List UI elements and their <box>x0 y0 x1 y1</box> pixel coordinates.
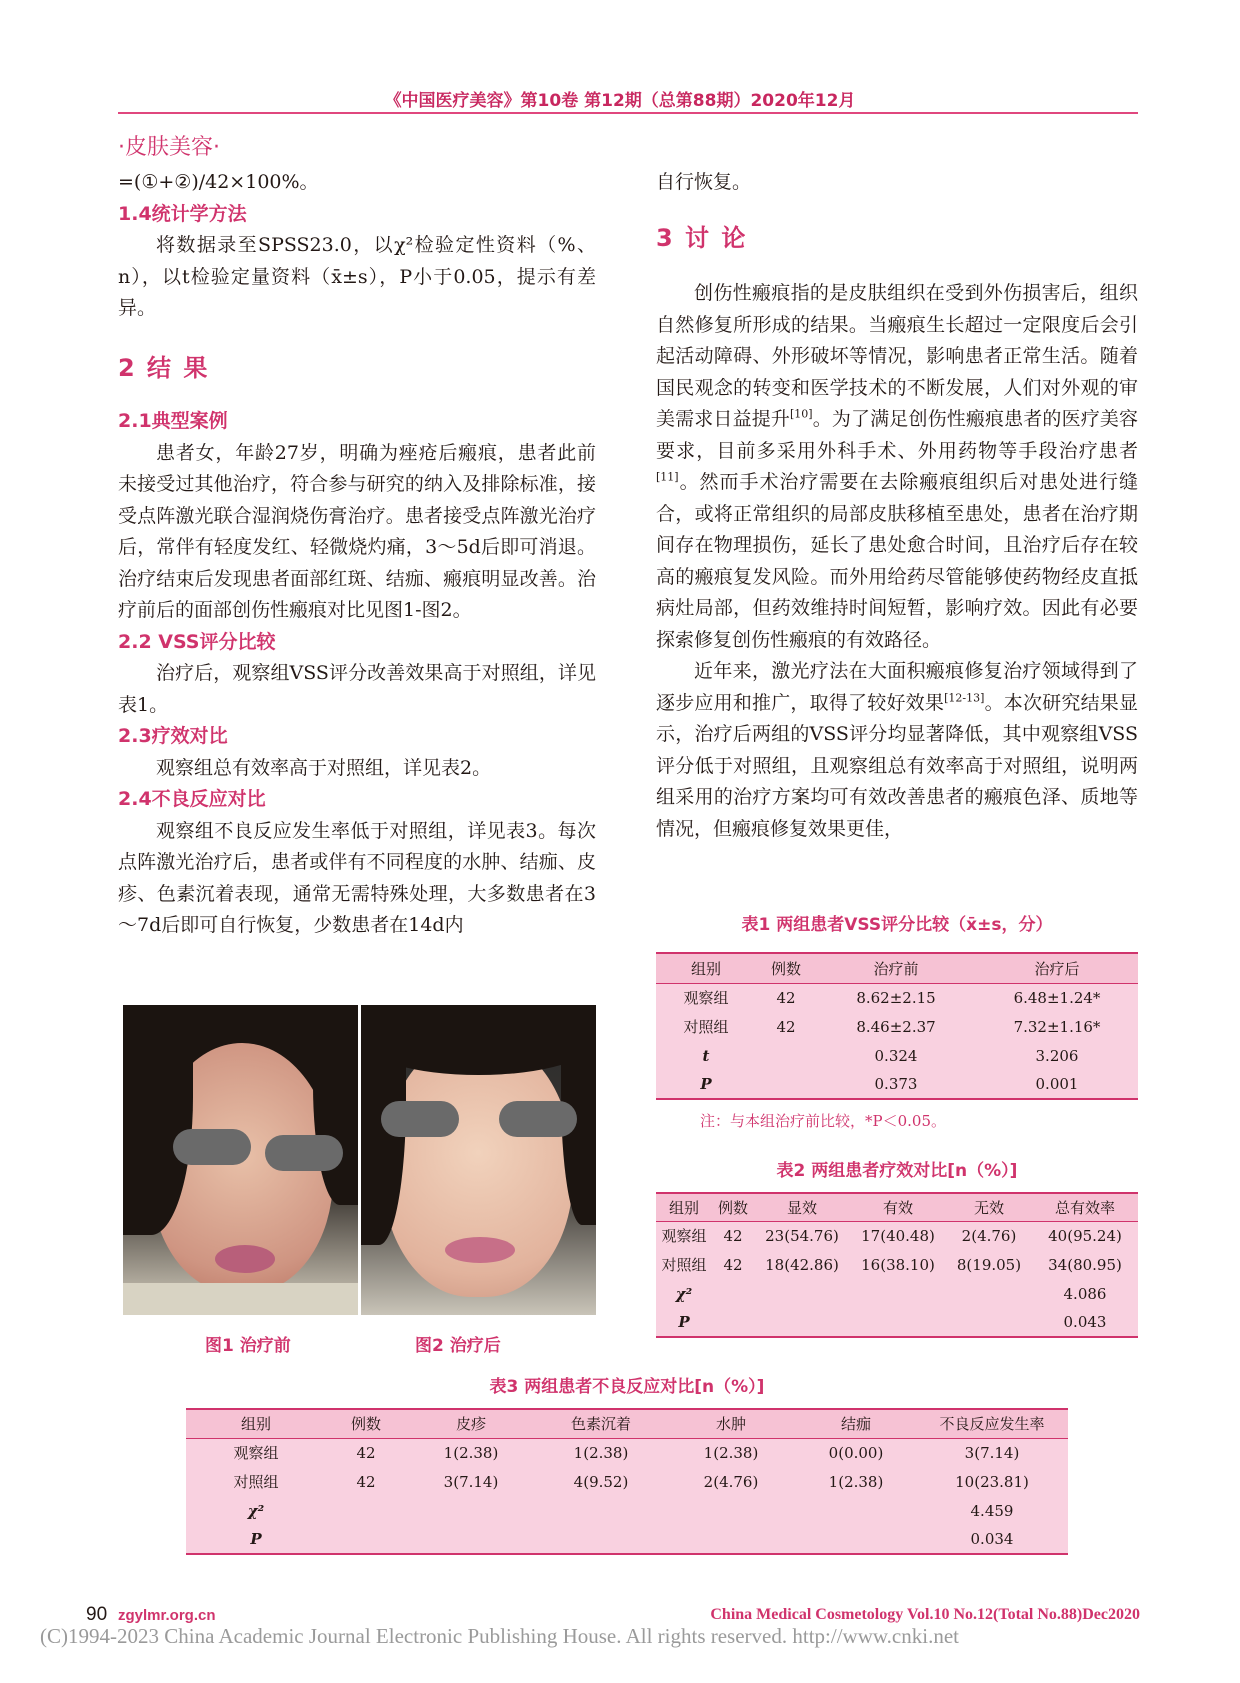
table-1-header: 组别 <box>690 959 721 978</box>
section-2-1-text: 患者女，年龄27岁，明确为痤疮后瘢痕，患者此前未接受过其他治疗，符合参与研究的纳入及排除标准，接受点阵激光联合湿润烧伤膏治疗。患者接受点阵激光治疗后，常伴有轻度发红、轻微烧灼痛，3～5d后即可消退。治疗结束后发现患者面部红斑、结痂、瘢痕明显改善。治疗前后的面部创伤性瘢痕对比见图1-图2。 <box>118 441 596 621</box>
figure-2-caption: 图2 治疗后 <box>415 1336 501 1356</box>
figure-2-photo <box>361 1005 596 1315</box>
table-2-header: 无效 <box>973 1198 1004 1217</box>
table-2-header: 有效 <box>882 1198 913 1217</box>
table-row: 观察组 42 1(2.38) 1(2.38) 1(2.38) 0(0.00) 3(7.14) <box>186 1438 1068 1467</box>
table-2-caption: 表2 两组患者疗效对比[n（%）] <box>776 1161 1018 1181</box>
table-row: 观察组 42 23(54.76) 17(40.48) 2(4.76) 40(95.24) <box>656 1221 1138 1250</box>
table-2 <box>656 1192 1138 1338</box>
table-row: P 0.034 <box>186 1525 1068 1554</box>
table-3-header: 不良反应发生率 <box>939 1415 1045 1434</box>
section-3-title: 3 讨 论 <box>656 223 748 252</box>
section-2-3-title: 2.3疗效对比 <box>118 725 228 747</box>
discussion-paragraph-2: 近年来，激光疗法在大面积瘢痕修复治疗领域得到了逐步应用和推广，取得了较好效果[12-13]。本次研究结果显示，治疗后两组的VSS评分均显著降低，其中观察组VSS评分低于对照组，且观察组总有效率高于对照组，说明两组采用的治疗方案均可有效改善患者的瘢痕色泽、质地等情况，但瘢痕修复效果更佳， <box>656 660 1138 840</box>
section-2-1-title: 2.1典型案例 <box>118 410 228 432</box>
table-3-caption: 表3 两组患者不良反应对比[n（%）] <box>489 1377 765 1397</box>
table-2-header: 例数 <box>717 1198 748 1217</box>
section-2-title: 2 结 果 <box>118 353 210 382</box>
table-2-header: 组别 <box>668 1198 699 1217</box>
privacy-bar <box>265 1135 343 1171</box>
section-2-2-text: 治疗后，观察组VSS评分改善效果高于对照组，详见表1。 <box>118 662 596 716</box>
discussion-paragraph-1: 创伤性瘢痕指的是皮肤组织在受到外伤损害后，组织自然修复所形成的结果。当瘢痕生长超过一定限度后会引起活动障碍、外形破坏等情况，影响患者正常生活。随着国民观念的转变和医学技术的不断发展，人们对外观的审美需求日益提升[10]。为了满足创伤性瘢痕患者的医疗美容要求，目前多采用外科手术、外用药物等手段治疗患者[11]。然而手术治疗需要在去除瘢痕组织后对患处进行缝合，或将正常组织的局部皮肤移植至患处，患者在治疗期间存在物理损伤，延长了患处愈合时间，且治疗后存在较高的瘢痕复发风险。而外用给药尽管能够使药物经皮直抵病灶局部，但药效维持时间短暂，影响疗效。因此有必要探索修复创伤性瘢痕的有效路径。 <box>656 282 1138 651</box>
section-tag: ·皮肤美容· <box>118 135 220 160</box>
page-number: 90 <box>86 1604 108 1625</box>
header-rule <box>118 112 1138 114</box>
journal-header: 《中国医疗美容》第10卷 第12期（总第88期）2020年12月 <box>384 91 856 111</box>
table-row: 对照组 42 8.46±2.37 7.32±1.16* <box>656 1012 1138 1041</box>
section-2-4-text: 观察组不良反应发生率低于对照组，详见表3。每次点阵激光治疗后，患者或伴有不同程度的水肿、结痂、皮疹、色素沉着表现，通常无需特殊处理，大多数患者在3～7d后即可自行恢复，少数患者在14d内 <box>118 819 596 936</box>
left-column <box>118 167 596 942</box>
table-row: t 0.324 3.206 <box>656 1041 1138 1070</box>
table-3-header: 结痂 <box>840 1415 871 1434</box>
table-1-note: 注：与本组治疗前比较，*P＜0.05。 <box>700 1112 946 1130</box>
citation-12-13: [12-13] <box>944 691 985 705</box>
table-1 <box>656 952 1138 1100</box>
table-1-header: 例数 <box>770 959 801 978</box>
section-2-4-title: 2.4不良反应对比 <box>118 788 266 810</box>
section-1-4-title: 1.4统计学方法 <box>118 202 247 225</box>
privacy-bar <box>381 1101 459 1137</box>
table-row: 对照组 42 3(7.14) 4(9.52) 2(4.76) 1(2.38) 10(23.81) <box>186 1467 1068 1496</box>
citation-11: [11] <box>656 470 679 484</box>
section-1-4-text: 将数据录至SPSS23.0，以χ²检验定性资料（%、n），以t检验定量资料（x̄±s），P小于0.05，提示有差异。 <box>118 234 596 319</box>
table-3-header: 皮疹 <box>455 1415 486 1434</box>
citation-10: [10] <box>790 407 813 421</box>
privacy-bar <box>173 1129 251 1165</box>
section-2-2-title: 2.2 VSS评分比较 <box>118 630 276 653</box>
table-row: P 0.043 <box>656 1308 1138 1337</box>
table-1-header: 治疗前 <box>873 959 919 978</box>
copyright-notice: (C)1994-2023 China Academic Journal Electronic Publishing House. All rights reserved. http://www.cnki.net <box>40 1624 959 1648</box>
right-column <box>656 167 1138 845</box>
table-3-header: 组别 <box>240 1415 271 1434</box>
table-1-header: 治疗后 <box>1034 959 1080 978</box>
table-1-caption: 表1 两组患者VSS评分比较（x̄±s，分） <box>741 915 1053 935</box>
figure-1-photo <box>123 1005 358 1315</box>
table-row: χ² 4.086 <box>656 1279 1138 1308</box>
privacy-bar <box>499 1101 577 1137</box>
table-3 <box>186 1408 1068 1555</box>
footer-site-link[interactable]: zgylmr.org.cn <box>118 1607 216 1624</box>
table-3-header: 色素沉着 <box>570 1415 631 1434</box>
table-row: P 0.373 0.001 <box>656 1070 1138 1099</box>
section-2-3-text: 观察组总有效率高于对照组，详见表2。 <box>156 756 492 779</box>
table-row: χ² 4.459 <box>186 1496 1068 1525</box>
table-3-header: 例数 <box>350 1415 381 1434</box>
footer-journal-info: China Medical Cosmetology Vol.10 No.12(Total No.88)Dec2020 <box>710 1606 1140 1623</box>
table-3-header: 水肿 <box>715 1415 746 1434</box>
table-row: 观察组 42 8.62±2.15 6.48±1.24* <box>656 983 1138 1012</box>
formula-line: =(①+②)/42×100%。 <box>118 171 319 193</box>
table-row: 对照组 42 18(42.86) 16(38.10) 8(19.05) 34(80.95) <box>656 1250 1138 1279</box>
figure-1-caption: 图1 治疗前 <box>205 1336 291 1356</box>
table-2-header: 总有效率 <box>1054 1198 1115 1217</box>
table-2-header: 显效 <box>786 1198 817 1217</box>
continued-text: 自行恢复。 <box>656 171 752 193</box>
